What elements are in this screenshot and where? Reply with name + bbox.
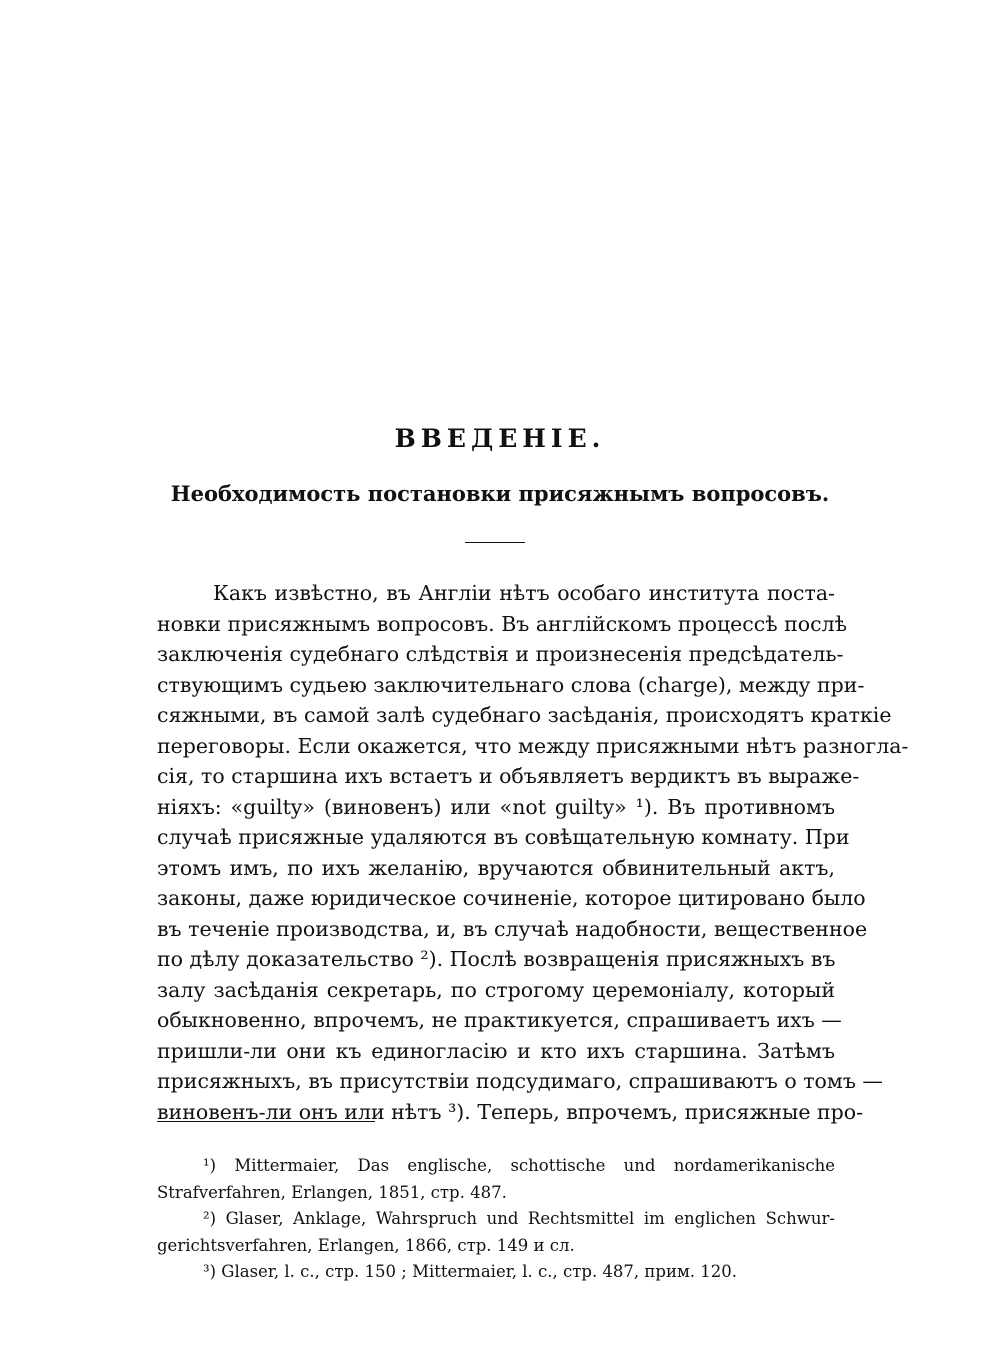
body-line: пришли-ли они къ единогласію и кто ихъ старшина. Затѣмъ xyxy=(157,1038,835,1063)
body-line: въ теченіе производства, и, въ случаѣ надобности, вещественное xyxy=(157,916,868,941)
footnote-2-line: gerichtsverfahren, Erlangen, 1866, стр. 149 и сл. xyxy=(157,1235,575,1255)
body-line: присяжныхъ, въ присутствіи подсудимаго, спрашиваютъ о томъ — xyxy=(157,1069,883,1093)
chapter-title: ВВЕДЕНІЕ. xyxy=(394,424,606,453)
body-line: сяжными, въ самой залѣ судебнаго засѣданія, происходятъ краткіе xyxy=(157,703,892,727)
chapter-subtitle: Необходимость постановки присяжнымъ вопросовъ. xyxy=(170,481,830,506)
body-line: Какъ извѣстно, въ Англіи нѣтъ особаго института поста- xyxy=(213,581,835,605)
body-line: этомъ имъ, по ихъ желанію, вручаются обвинительный актъ, xyxy=(157,855,835,880)
footnote-3-line: ³) Glaser, l. c., стр. 150 ; Mittermaier, l. c., стр. 487, прим. 120. xyxy=(203,1262,738,1281)
body-line: переговоры. Если окажется, что между присяжными нѣтъ разногла- xyxy=(157,733,909,758)
body-line: виновенъ-ли онъ или нѣтъ ³). Теперь, впрочемъ, присяжные про- xyxy=(157,1099,864,1124)
body-line: ствующимъ судьею заключительнаго слова (charge), между при- xyxy=(157,672,865,697)
footnote-divider xyxy=(157,1121,375,1122)
body-line: законы, даже юридическое сочиненіе, которое цитировано было xyxy=(157,886,866,910)
body-line: ніяхъ: «guilty» (виновенъ) или «not guilty» ¹). Въ противномъ xyxy=(157,794,835,819)
footnote-2-line: ²) Glaser, Anklage, Wahrspruch und Rechtsmittel im englichen Schwur- xyxy=(203,1209,835,1228)
title-divider xyxy=(465,542,525,543)
body-line: случаѣ присяжные удаляются въ совѣщательную комнату. При xyxy=(157,825,850,849)
body-line: сія, то старшина ихъ встаетъ и объявляетъ вердиктъ въ выраже- xyxy=(157,764,860,788)
body-text xyxy=(157,578,909,1127)
body-line: обыкновенно, впрочемъ, не практикуется, спрашиваетъ ихъ — xyxy=(157,1008,842,1032)
body-line: залу засѣданія секретарь, по строгому церемоніалу, который xyxy=(157,977,835,1002)
footnote-1-line: ¹) Mittermaier, Das englische, schottische und nordamerikanische xyxy=(203,1156,835,1175)
footnotes xyxy=(157,1153,835,1286)
body-line: заключенія судебнаго слѣдствія и произнесенія предсѣдатель- xyxy=(157,642,844,666)
body-line: по дѣлу доказательство ²). Послѣ возвращенія присяжныхъ въ xyxy=(157,947,836,971)
body-line: новки присяжнымъ вопросовъ. Въ англійскомъ процессѣ послѣ xyxy=(157,611,847,636)
footnote-1-line: Strafverfahren, Erlangen, 1851, стр. 487. xyxy=(157,1182,507,1202)
